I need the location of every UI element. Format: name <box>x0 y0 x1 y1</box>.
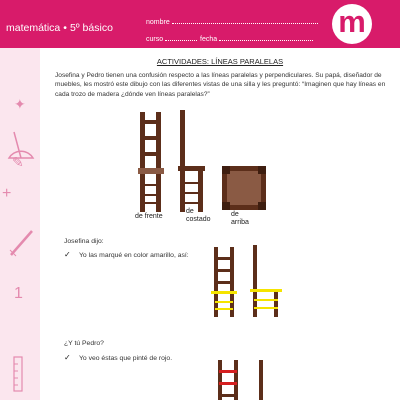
subject-name: matemática <box>6 22 61 34</box>
plus-icon: + <box>2 185 12 202</box>
course-field[interactable] <box>146 33 197 43</box>
subject-label <box>6 22 113 34</box>
digit-one-icon: 1 <box>14 285 23 302</box>
side-view-caption: de costado <box>186 208 211 223</box>
chair-side-red <box>256 360 276 400</box>
activity-title: ACTIVIDADES: LÍNEAS PARALELAS <box>156 57 284 66</box>
name-field[interactable] <box>146 16 318 26</box>
date-label: fecha <box>200 36 218 43</box>
pedro-label: ¿Y tú Pedro? <box>64 340 104 347</box>
worksheet-header <box>0 0 400 48</box>
logo-letter: m <box>338 4 366 39</box>
chair-side-view <box>178 110 208 212</box>
grade-label: 5º básico <box>69 22 113 34</box>
marker-icon: ✎ <box>12 154 24 170</box>
subject-separator: • <box>63 22 67 34</box>
pencil-icon <box>8 228 36 258</box>
josefina-answer: Yo las marqué en color amarillo, así: <box>79 252 189 259</box>
name-line <box>172 16 318 24</box>
check-icon: ✓ <box>64 250 71 259</box>
date-line <box>219 33 313 41</box>
intro-paragraph: Josefina y Pedro tienen una confusión respecto a las líneas paralelas y perpendiculares. Su papá, diseñador de muebles, les mostró este dibujo con las diferentes vistas de una silla y les preguntó: “Imaginen que hay líneas en cada trozo de madera ¿dónde ven líneas paralelas?” <box>55 72 386 98</box>
course-label: curso <box>146 36 164 43</box>
chair-side-yellow <box>250 245 284 317</box>
josefina-label: Josefina dijo: <box>64 238 104 245</box>
front-view-caption: de frente <box>135 213 163 220</box>
chair-front-red <box>214 360 244 400</box>
chair-front-view <box>136 112 166 212</box>
chair-front-yellow <box>210 247 240 317</box>
sparkle-icon: ✦ <box>14 96 26 112</box>
chair-top-view <box>222 166 266 210</box>
course-line <box>165 33 197 41</box>
check-icon: ✓ <box>64 353 71 362</box>
pedro-answer: Yo veo éstas que pinté de rojo. <box>79 355 173 362</box>
brand-logo <box>332 4 372 44</box>
top-view-caption: de arriba <box>231 211 249 226</box>
name-label: nombre <box>146 19 170 26</box>
ruler-icon <box>11 356 27 392</box>
date-field[interactable] <box>200 33 313 43</box>
